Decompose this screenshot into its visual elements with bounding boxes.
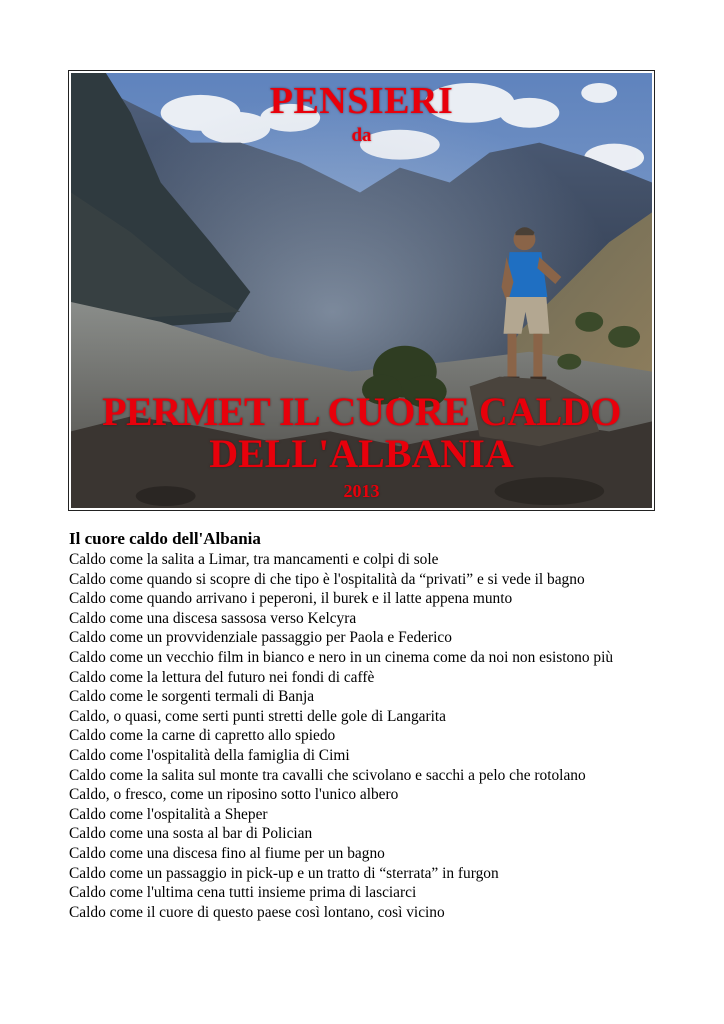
cover-photo (71, 73, 652, 508)
poem-line: Caldo, o fresco, come un riposino sotto l'unico albero (69, 786, 399, 804)
poem-line: Caldo come un passaggio in pick-up e un tratto di “sterrata” in furgon (69, 864, 499, 882)
poem-line: Caldo come le sorgenti termali di Banja (69, 688, 315, 706)
cover-year: 2013 (343, 481, 380, 501)
poem-line: Caldo come quando arrivano i peperoni, il burek e il latte appena munto (69, 590, 513, 608)
poem-line: Caldo come la salita sul monte tra cavalli che scivolano e sacchi a pelo che rotolano (69, 766, 586, 784)
poem-line: Caldo come il cuore di questo paese così lontano, così vicino (69, 903, 445, 921)
poem-line: Caldo come un provvidenziale passaggio per Paola e Federico (69, 629, 452, 647)
poem-title: Il cuore caldo dell'Albania (69, 529, 261, 548)
cover-headline-line1: PERMET IL CUORE CALDO (102, 389, 621, 434)
poem-line: Caldo come un vecchio film in bianco e nero in un cinema come da noi non esistono più (69, 648, 614, 666)
poem-line: Caldo, o quasi, come serti punti stretti delle gole di Langarita (69, 707, 446, 725)
cover-headline-line2: DELL'ALBANIA (209, 431, 514, 476)
poem-line: Caldo come l'ospitalità a Sheper (69, 805, 268, 823)
poem-line: Caldo come la salita a Limar, tra mancamenti e colpi di sole (69, 551, 439, 568)
poem-line: Caldo come una discesa sassosa verso Kelcyra (69, 609, 357, 627)
poem-lines (69, 550, 669, 922)
poem (69, 529, 669, 922)
poem-line: Caldo come una discesa fino al fiume per un bagno (69, 844, 385, 862)
poem-line: Caldo come l'ospitalità della famiglia di Cimi (69, 746, 350, 764)
cover-frame (68, 70, 655, 511)
cover-title: PENSIERI (269, 80, 454, 122)
poem-line: Caldo come una sosta al bar di Polician (69, 825, 313, 843)
cover-subtitle: da (351, 125, 372, 146)
poem-line: Caldo come la lettura del futuro nei fondi di caffè (69, 668, 375, 686)
poem-line: Caldo come la carne di capretto allo spiedo (69, 727, 336, 745)
poem-line: Caldo come quando si scopre di che tipo è l'ospitalità da “privati” e si vede il bagno (69, 570, 585, 588)
poem-line: Caldo come l'ultima cena tutti insieme prima di lasciarci (69, 884, 417, 902)
